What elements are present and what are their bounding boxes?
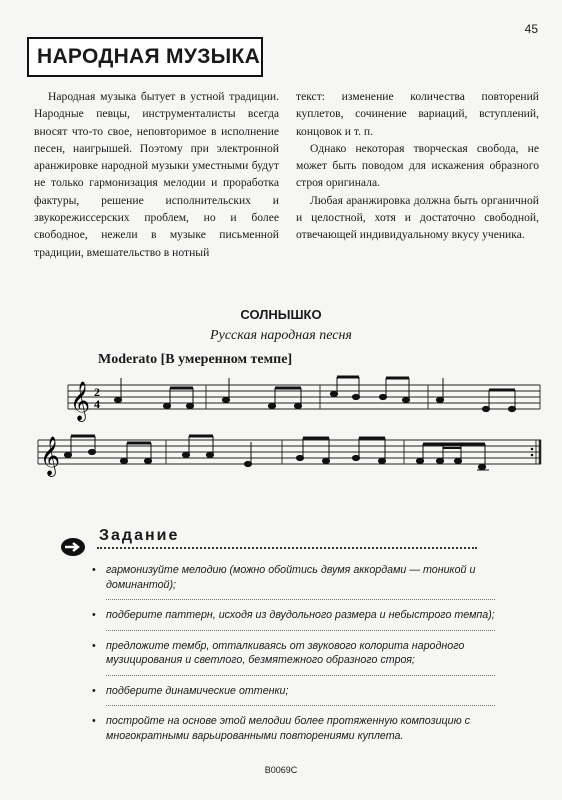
text-column-right xyxy=(296,88,539,244)
paragraph: Однако некоторая творческая свобода, не может быть поводом для искажения образного строя оригинала. xyxy=(296,141,539,190)
divider xyxy=(106,599,495,600)
paragraph: Любая аранжировка должна быть органичной и целостной, хотя и достаточно свободной, отвечающей индивидуальному вкусу ученика. xyxy=(296,193,539,242)
music-staff-2 xyxy=(0,428,562,488)
music-staff-1 xyxy=(0,368,562,428)
tempo-marking: Moderato [В умеренном темпе] xyxy=(98,352,293,367)
paragraph: текст: изменение количества повторений куплетов, сочинение вариаций, вступлений, концовок и т. п. xyxy=(296,90,539,138)
song-title: СОЛНЫШКО xyxy=(240,307,322,322)
list-item: • подберите динамические оттенки; xyxy=(90,684,495,699)
task-heading: Задание xyxy=(99,527,180,544)
list-item: • подберите паттерн, исходя из двудольного размера и небыстрого темпа); xyxy=(90,608,495,623)
treble-clef: 𝄞 xyxy=(40,436,61,476)
arrow-right-icon xyxy=(61,538,85,556)
section-title: НАРОДНАЯ МУЗЫКА xyxy=(37,45,261,68)
section-title-box xyxy=(27,37,263,77)
task-list xyxy=(90,563,495,743)
time-signature-lower: 4 xyxy=(94,397,100,411)
divider xyxy=(106,705,495,706)
treble-clef: 𝄞 xyxy=(70,381,91,421)
divider xyxy=(106,675,495,676)
footer-code: B0069C xyxy=(264,765,298,775)
song-subtitle: Русская народная песня xyxy=(210,328,352,343)
page-number: 45 xyxy=(524,22,538,36)
time-signature: 2 xyxy=(94,385,100,399)
divider xyxy=(97,547,477,549)
list-item: • постройте на основе этой мелодии более протяженную композицию с многократными варьированными повторениями куплета. xyxy=(90,714,495,743)
list-item: • предложите тембр, отталкиваясь от звукового колорита народного музицирования и светлого, безмятежного образного строя; xyxy=(90,639,495,668)
list-item: • гармонизуйте мелодию (можно обойтись двумя аккордами — тоникой и доминантой); xyxy=(90,563,495,592)
paragraph: Народная музыка бытует в устной традиции. Народные певцы, инструменталисты всегда вносят что-то свое, неповторимое в исполнение песен, наигрышей. Поэтому при электронной аранжировке народной музыки уместными будут не только гармонизация мелодии и проработка фактуры, решение исполнительских и звукорежиссерских проблем, но и более свободное, нежели в музыке письменной традиции, вмешательство в нотный xyxy=(34,90,279,259)
divider xyxy=(106,630,495,631)
text-column-left xyxy=(34,88,279,261)
